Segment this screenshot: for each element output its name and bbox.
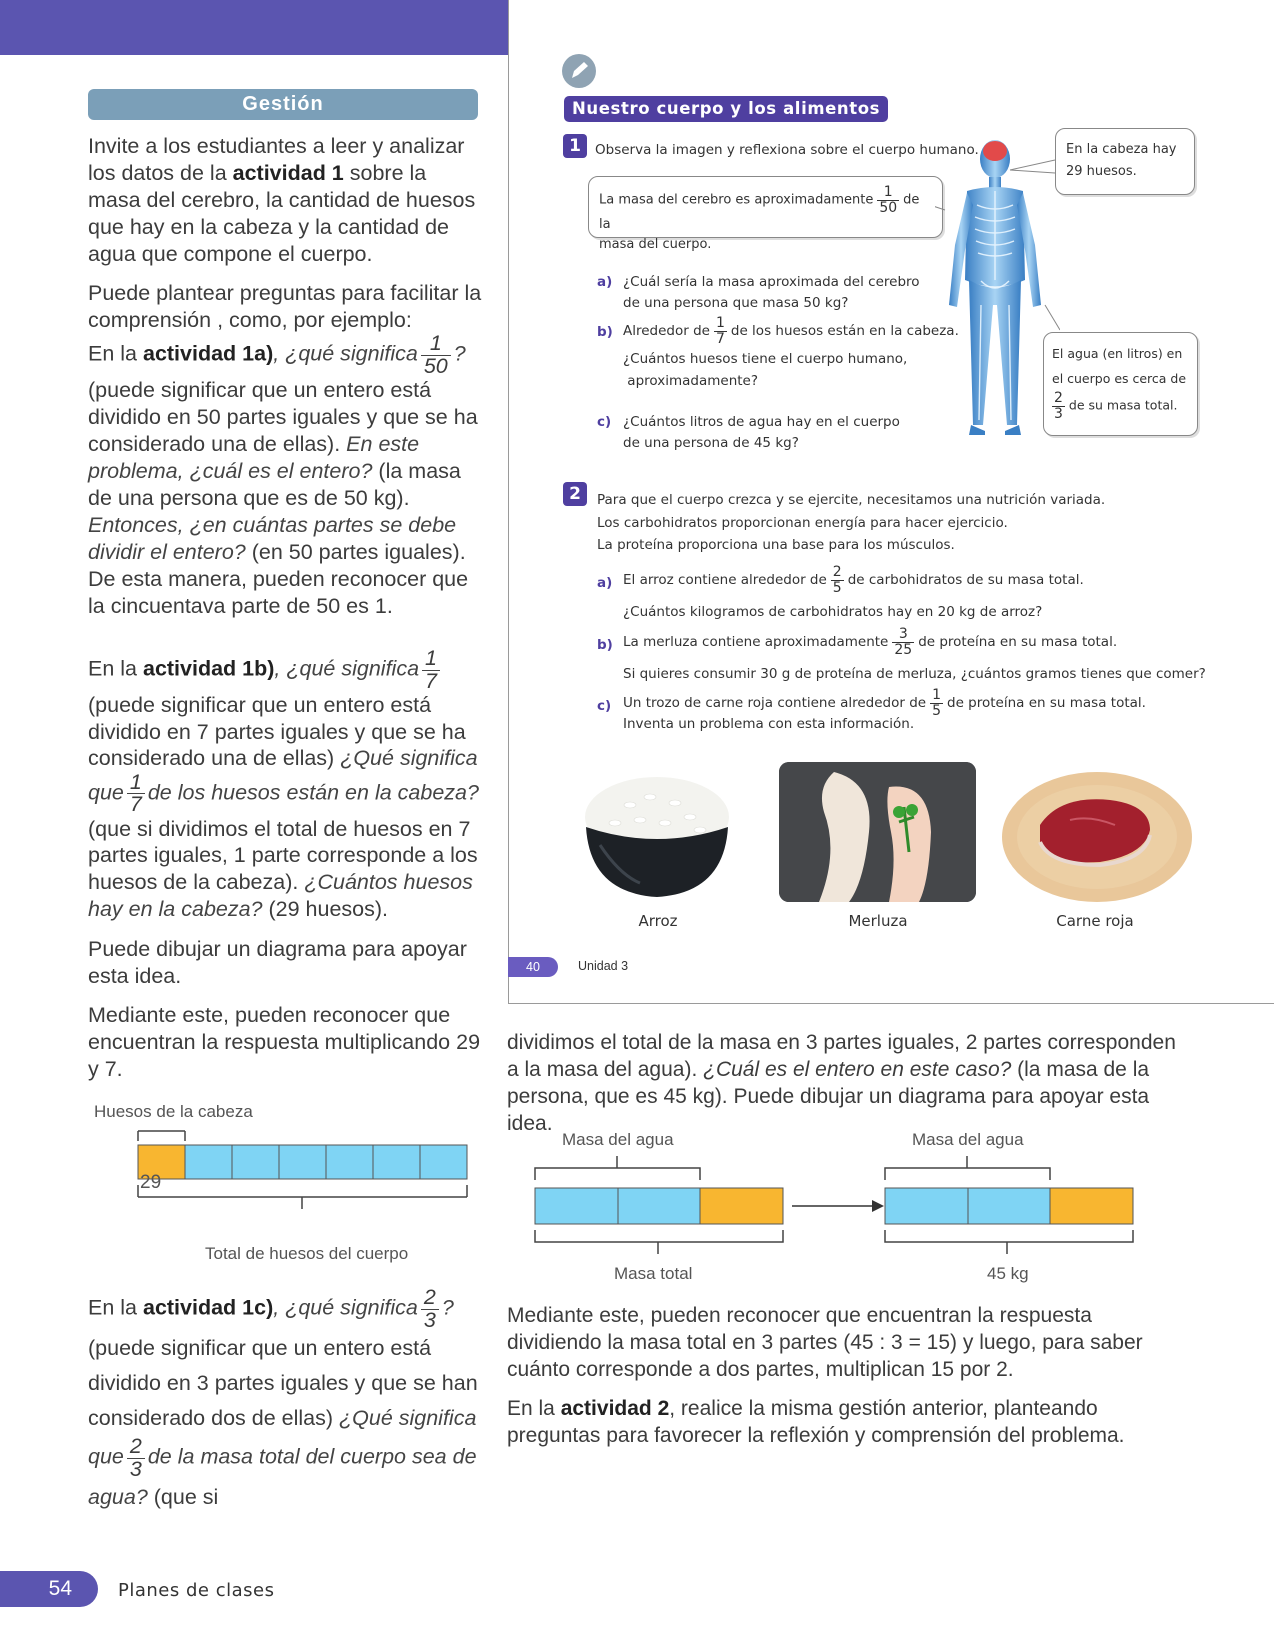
fraction-1-7-tb: $\frac{1}{7}$ bbox=[715, 315, 725, 347]
fraction-1-50-tb: $\frac{1}{50}$ bbox=[879, 184, 898, 216]
fraction-2-3: $\frac{2}{3}$ bbox=[421, 1287, 439, 1331]
question-2b: b) La merluza contiene aproximadamente $\frac{3}{25}$ de proteína en su masa total. Si quieres consumir 30 g de proteína de merluza, ¿cuántos gramos tienes que comer? bbox=[597, 626, 1206, 682]
water-mass-label-left: Masa del agua bbox=[562, 1130, 674, 1149]
hake-fish-image bbox=[779, 762, 976, 902]
bar-first-cell-value: 29 bbox=[140, 1172, 162, 1193]
question-2a: a) El arroz contiene alrededor de $\frac{2}{5}$ de carbohidratos de su masa total. ¿Cuántos kilogramos de carbohidratos hay en 20 kg de arroz? bbox=[597, 564, 1084, 620]
bubble-pointers bbox=[935, 140, 1060, 340]
question-2c: c) Un trozo de carne roja contiene alrededor de $\frac{1}{5}$ de proteína en su masa total. Inventa un problema con esta información. bbox=[597, 687, 1146, 732]
section-title: Nuestro cuerpo y los alimentos bbox=[564, 96, 888, 122]
caption-rice: Arroz bbox=[638, 912, 678, 930]
fraction-1-50: $\frac{1}{50}$ bbox=[421, 333, 451, 377]
bubble-head-bones: En la cabeza hay 29 huesos. bbox=[1055, 128, 1195, 195]
fraction-1-7: $\frac{1}{7}$ bbox=[422, 648, 440, 692]
right-paragraph-3: En la actividad 2, realice la misma gestión anterior, planteando preguntas para favorecer la reflexión y comprensión del problema. bbox=[507, 1397, 1125, 1447]
footer-title: Planes de clases bbox=[118, 1580, 275, 1601]
left-paragraph-4: En la actividad 1b), ¿qué significa $\frac{1}{7}$ (puede significar que un entero está dividido en 7 partes iguales y que se ha considerado una de ellas) ¿Qué significa que $\frac{1}{7}$ de los huesos están en la cabeza? (que si dividimos el total de huesos en 7 partes iguales, 1 parte corresponde a los huesos de la cabeza). ¿Cuántos huesos hay en la cabeza? (29 huesos). bbox=[88, 646, 479, 921]
left-paragraph-1: Invite a los estudiantes a leer y analizar los datos de la actividad 1 sobre la masa del cerebro, la cantidad de huesos que hay en la cabeza y la cantidad de agua que compone el cuerpo. bbox=[88, 134, 476, 266]
left-paragraph-2: Puede plantear preguntas para facilitar la comprensión , como, por ejemplo: bbox=[88, 281, 482, 332]
activity-2-intro: Para que el cuerpo crezca y se ejercite, necesitamos una nutrición variada. Los carbohidratos proporcionan energía para hacer ejercicio. La proteína proporciona una base para los músculos. bbox=[597, 492, 1106, 553]
bubble-water: El agua (en litros) en el cuerpo es cerca de $\frac{2}{3}$ de su masa total. bbox=[1043, 332, 1198, 436]
textbook-unit-label: Unidad 3 bbox=[578, 959, 629, 973]
right-paragraph-2: Mediante este, pueden reconocer que encuentran la respuesta dividiendo la masa total en 3 partes (45 : 3 = 15) y luego, para saber cuánto corresponde a dos partes, multiplican 15 por 2. bbox=[507, 1304, 1143, 1381]
question-1b: b) Alrededor de $\frac{1}{7}$ de los huesos están en la cabeza. ¿Cuántos huesos tiene el cuerpo humano, aproximadamente? bbox=[597, 315, 959, 389]
activity-1-number: 1 bbox=[563, 134, 587, 158]
water-mass-bar-diagrams bbox=[530, 1150, 1135, 1260]
fraction-1-7-b: $\frac{1}{7}$ bbox=[127, 772, 145, 816]
textbook-page-number: 40 bbox=[508, 957, 558, 977]
activity-2-number: 2 bbox=[563, 482, 587, 506]
top-color-bar bbox=[0, 0, 508, 55]
fraction-3-25-tb: $\frac{3}{25}$ bbox=[894, 626, 913, 658]
question-1c: c) ¿Cuántos litros de agua hay en el cuerpo de una persona de 45 kg? bbox=[597, 414, 900, 451]
left-paragraph-7: En la actividad 1c), ¿qué significa $\frac{2}{3}$ ? (puede significar que un entero está dividido en 3 partes iguales y que se han considerado dos de ellas) ¿Qué significa que $\frac{2}{3}$ de la masa total del cuerpo sea de agua? (que si bbox=[88, 1285, 478, 1509]
left-paragraph-3: En la actividad 1a), ¿qué significa $\frac{1}{50}$ ? (puede significar que un entero está dividido en 50 partes iguales y que se ha considerado una de ellas). En este problema, ¿cuál es el entero? (la masa de una persona que es de 50 kg). Entonces, ¿en cuántas partes se debe dividir el entero? (en 50 partes iguales). De esta manera, pueden reconocer que la cincuentava parte de 50 es 1. bbox=[88, 331, 478, 618]
diagram-top-label: Huesos de la cabeza bbox=[94, 1102, 253, 1121]
fraction-2-3-b: $\frac{2}{3}$ bbox=[127, 1436, 145, 1480]
right-paragraph-1: dividimos el total de la masa en 3 partes iguales, 2 partes corresponden a la masa del agua). ¿Cuál es el entero en este caso? (la masa de la persona, que es 45 kg). Puede dibujar un diagrama para apoyar esta idea. bbox=[507, 1031, 1176, 1135]
fraction-1-5-tb: $\frac{1}{5}$ bbox=[932, 687, 941, 719]
fraction-2-3-tb: $\frac{2}{3}$ bbox=[1054, 390, 1063, 422]
bubble-brain: La masa del cerebro es aproximadamente $\frac{1}{50}$ de la masa del cuerpo. bbox=[588, 176, 943, 238]
bones-bar-diagram bbox=[130, 1125, 475, 1235]
left-paragraph-6: Mediante este, pueden reconocer que encuentran la respuesta multiplicando 29 y 7. bbox=[88, 1003, 481, 1081]
pencil-icon bbox=[560, 52, 598, 90]
caption-hake: Merluza bbox=[848, 912, 908, 930]
red-meat-image bbox=[1000, 770, 1195, 905]
rice-bowl-image bbox=[580, 775, 735, 900]
water-mass-label-right: Masa del agua bbox=[912, 1130, 1024, 1149]
question-1a: a) ¿Cuál sería la masa aproximada del cerebro de una persona que masa 50 kg? bbox=[597, 274, 920, 311]
left-paragraph-5: Puede dibujar un diagrama para apoyar esta idea. bbox=[88, 937, 467, 988]
gestion-heading: Gestión bbox=[88, 89, 478, 120]
activity-1-instruction: Observa la imagen y reflexiona sobre el cuerpo humano. bbox=[595, 142, 979, 158]
diagram-bottom-label: Total de huesos del cuerpo bbox=[205, 1244, 409, 1263]
total-45kg-label: 45 kg bbox=[987, 1264, 1029, 1283]
fraction-2-5-tb: $\frac{2}{5}$ bbox=[832, 564, 842, 596]
total-mass-label: Masa total bbox=[614, 1264, 693, 1283]
footer-page-number: 54 bbox=[0, 1571, 98, 1607]
caption-red-meat: Carne roja bbox=[1056, 912, 1134, 930]
